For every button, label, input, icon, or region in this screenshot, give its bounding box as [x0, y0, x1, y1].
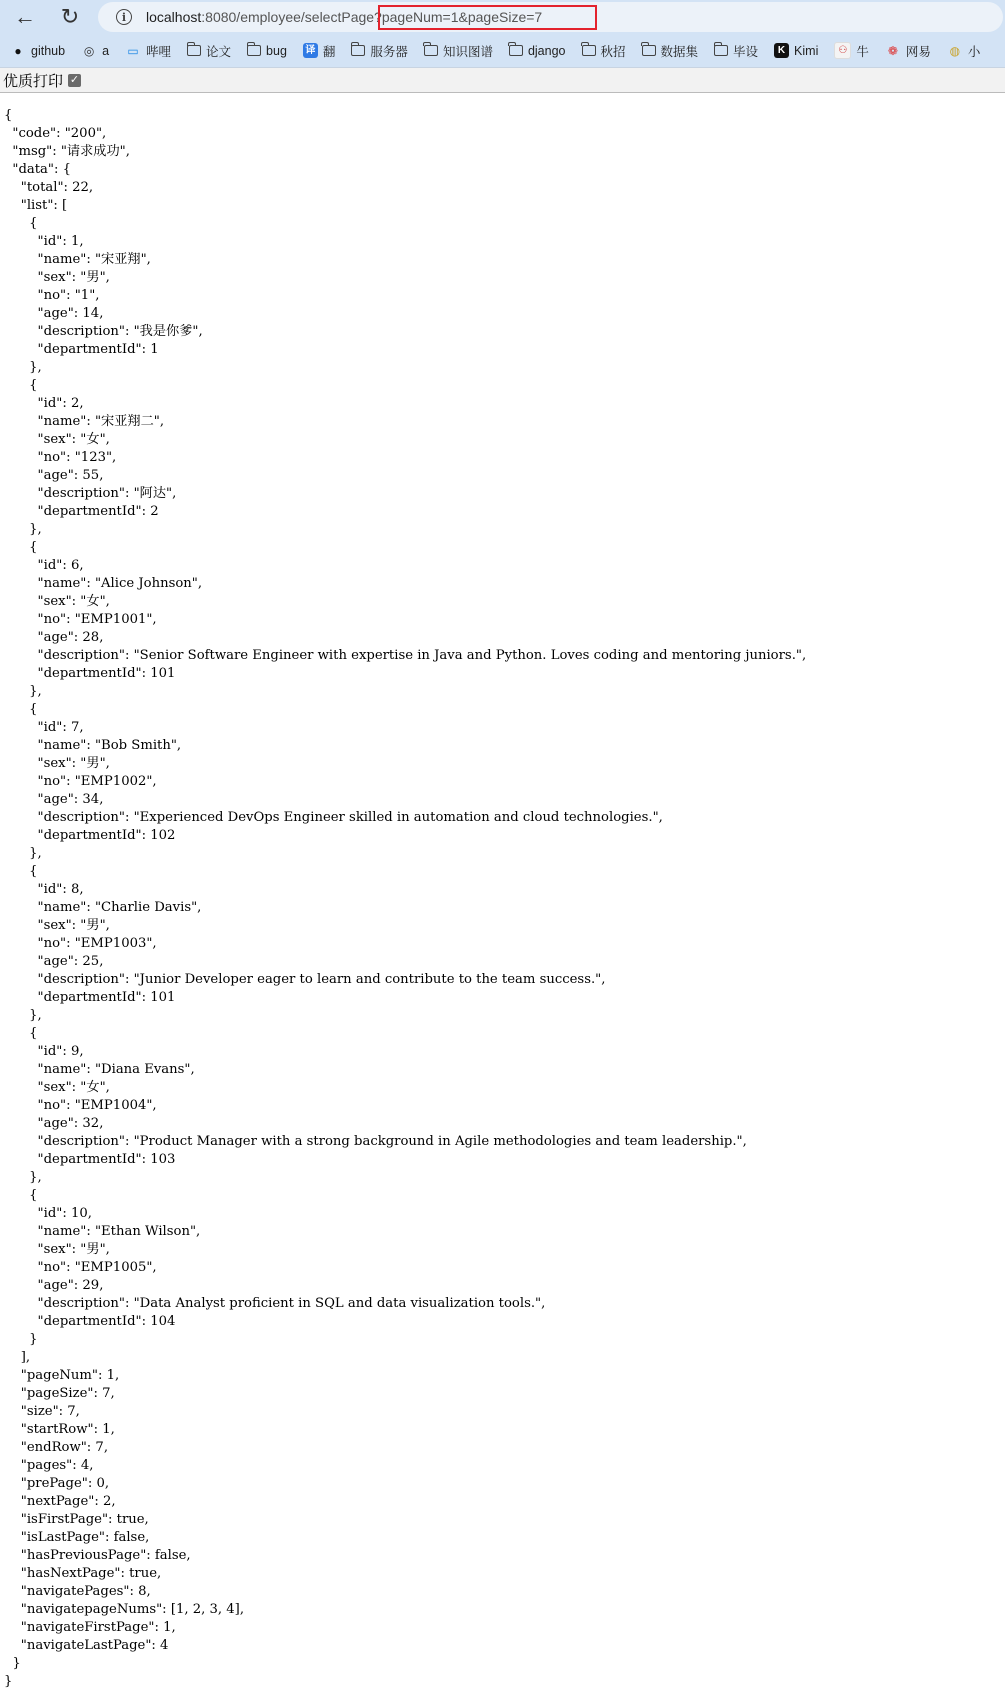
folder-icon	[582, 45, 596, 56]
bookmark-label: 毕设	[733, 44, 759, 59]
folder-icon	[351, 45, 365, 56]
address-bar[interactable]	[98, 2, 1003, 32]
github-icon: ●	[14, 43, 22, 58]
json-line: {	[4, 1188, 38, 1203]
json-line: "age": 34,	[4, 792, 104, 807]
json-line: "sex": "女",	[4, 594, 110, 609]
folder-icon	[509, 45, 523, 56]
json-line: "id": 8,	[4, 882, 84, 897]
json-line: "name": "Ethan Wilson",	[4, 1224, 201, 1239]
json-line: {	[4, 540, 38, 555]
bookmark-label: Kimi	[794, 43, 819, 58]
json-line: "departmentId": 1	[4, 342, 159, 357]
json-line: "id": 1,	[4, 234, 84, 249]
json-line: "sex": "男",	[4, 270, 110, 285]
kimi-icon: K	[774, 43, 789, 58]
bookmark-label: 小	[967, 44, 981, 59]
bookmark-label: 数据集	[660, 44, 699, 59]
folder-icon	[187, 45, 201, 56]
json-line: "description": "Junior Developer eager to learn and contribute to the team success.",	[4, 972, 606, 987]
json-line: },	[4, 846, 42, 861]
json-line: "age": 28,	[4, 630, 104, 645]
json-line: "navigateFirstPage": 1,	[4, 1620, 176, 1635]
json-line: "endRow": 7,	[4, 1440, 109, 1455]
globe-icon: ◎	[83, 43, 95, 58]
json-line: {	[4, 108, 13, 123]
site-info-icon[interactable]: i	[116, 9, 132, 25]
json-line: "departmentId": 102	[4, 828, 176, 843]
bookmark-item[interactable]	[10, 44, 65, 58]
json-line: ],	[4, 1350, 31, 1365]
json-line: },	[4, 1170, 42, 1185]
json-line: "data": {	[4, 162, 72, 177]
json-line: },	[4, 1008, 42, 1023]
json-line: {	[4, 702, 38, 717]
json-line: "no": "EMP1002",	[4, 774, 157, 789]
pretty-print-checkbox[interactable]: ✓	[69, 73, 80, 86]
json-line: "size": 7,	[4, 1404, 80, 1419]
bookmark-item[interactable]	[509, 44, 566, 58]
json-line: "prePage": 0,	[4, 1476, 110, 1491]
folder-icon	[424, 45, 438, 56]
bookmark-label: 哔哩	[146, 44, 172, 59]
bookmark-label: a	[102, 43, 110, 58]
json-line: "id": 6,	[4, 558, 84, 573]
json-line: "age": 29,	[4, 1278, 104, 1293]
json-line: "departmentId": 103	[4, 1152, 176, 1167]
json-line: "navigatepageNums": [1, 2, 3, 4],	[4, 1602, 245, 1617]
json-line: "age": 32,	[4, 1116, 104, 1131]
pretty-print-label: 优质打印	[3, 72, 64, 90]
json-line: "age": 14,	[4, 306, 104, 321]
translate-icon: 译	[303, 43, 318, 58]
json-line: "list": [	[4, 198, 68, 213]
netease-icon: ❁	[887, 43, 898, 58]
bookmark-item[interactable]	[714, 42, 758, 60]
json-line: "id": 2,	[4, 396, 84, 411]
json-line: "total": 22,	[4, 180, 94, 195]
json-line: "age": 55,	[4, 468, 104, 483]
json-line: "name": "Charlie Davis",	[4, 900, 202, 915]
json-line: "startRow": 1,	[4, 1422, 115, 1437]
json-line: "name": "宋亚翔",	[4, 252, 151, 267]
json-line: "id": 10,	[4, 1206, 92, 1221]
url-query: pageNum=1&pageSize=7	[381, 9, 543, 25]
json-line: }	[4, 1674, 13, 1689]
json-line: "no": "EMP1004",	[4, 1098, 157, 1113]
bookmark-label: 翻	[322, 44, 336, 59]
json-line: "name": "Alice Johnson",	[4, 576, 203, 591]
bookmark-item[interactable]	[247, 44, 287, 58]
json-line: "hasPreviousPage": false,	[4, 1548, 191, 1563]
json-line: },	[4, 684, 42, 699]
bookmark-item[interactable]	[947, 42, 981, 60]
json-line: }	[4, 1656, 21, 1671]
bookmark-item[interactable]	[642, 42, 699, 60]
json-line: "description": "阿达",	[4, 486, 177, 501]
json-line: "navigatePages": 8,	[4, 1584, 151, 1599]
json-line: "sex": "男",	[4, 1242, 110, 1257]
bookmark-item[interactable]	[187, 42, 231, 60]
json-line: "name": "Diana Evans",	[4, 1062, 195, 1077]
bookmark-item[interactable]	[834, 42, 869, 60]
json-line: "sex": "女",	[4, 1080, 110, 1095]
json-line: "pageNum": 1,	[4, 1368, 120, 1383]
json-line: "no": "EMP1003",	[4, 936, 157, 951]
json-line: "name": "宋亚翔二",	[4, 414, 165, 429]
json-line: "no": "EMP1005",	[4, 1260, 157, 1275]
json-line: {	[4, 1026, 38, 1041]
bookmark-label: 牛	[856, 44, 869, 59]
json-line: "description": "Data Analyst proficient in SQL and data visualization tools.",	[4, 1296, 546, 1311]
url-text[interactable]	[146, 9, 542, 25]
bookmark-item[interactable]	[582, 42, 626, 60]
bookmark-item[interactable]	[774, 43, 818, 58]
json-line: "sex": "女",	[4, 432, 110, 447]
bookmark-label: 秋招	[600, 44, 626, 59]
url-path: :8080/employee/selectPage?	[201, 9, 382, 25]
json-line: "code": "200",	[4, 126, 107, 141]
json-line: "no": "123",	[4, 450, 117, 465]
browser-toolbar	[0, 0, 1005, 34]
json-line: "nextPage": 2,	[4, 1494, 116, 1509]
json-viewer-bar	[0, 68, 1005, 93]
bookmark-item[interactable]	[351, 42, 408, 60]
bookmark-label: 论文	[206, 44, 232, 59]
json-line: "description": "我是你爹",	[4, 324, 203, 339]
json-line: },	[4, 360, 42, 375]
json-line: },	[4, 522, 42, 537]
bookmark-item[interactable]	[81, 44, 109, 58]
folder-icon	[642, 45, 656, 56]
json-line: "description": "Product Manager with a strong background in Agile methodologies and team leadership.",	[4, 1134, 747, 1149]
bookmark-label: 服务器	[370, 44, 408, 59]
bookmark-label: django	[527, 43, 566, 58]
json-line: "isLastPage": false,	[4, 1530, 150, 1545]
folder-icon	[247, 45, 261, 56]
json-line: "departmentId": 2	[4, 504, 159, 519]
url-host: localhost	[146, 9, 202, 25]
json-line: "msg": "请求成功",	[4, 144, 130, 159]
json-line: "id": 7,	[4, 720, 84, 735]
bookmark-label: bug	[266, 43, 287, 58]
json-line: "id": 9,	[4, 1044, 84, 1059]
xiao-icon: ◍	[949, 43, 961, 58]
folder-icon	[714, 45, 728, 56]
bookmark-label: github	[31, 43, 66, 58]
json-line: "departmentId": 104	[4, 1314, 176, 1329]
json-line: "pageSize": 7,	[4, 1386, 115, 1401]
json-line: "sex": "男",	[4, 918, 110, 933]
json-line: "name": "Bob Smith",	[4, 738, 182, 753]
bookmarks-bar	[0, 34, 1005, 68]
json-line: "navigateLastPage": 4	[4, 1638, 169, 1653]
bookmark-item[interactable]	[303, 42, 336, 60]
bookmark-item[interactable]	[885, 42, 931, 60]
json-line: }	[4, 1332, 38, 1347]
back-arrow-icon[interactable]: ←	[14, 4, 36, 29]
niuke-icon: ⚇	[834, 42, 851, 59]
json-line: "age": 25,	[4, 954, 104, 969]
bookmark-item[interactable]	[424, 42, 493, 60]
json-line: {	[4, 864, 38, 879]
reload-icon[interactable]: ↻	[60, 4, 80, 29]
json-line: {	[4, 378, 38, 393]
bilibili-icon: ▭	[127, 43, 139, 58]
json-line: "no": "1",	[4, 288, 100, 303]
bookmark-label: 网易	[905, 44, 931, 59]
json-line: "departmentId": 101	[4, 990, 176, 1005]
json-line: "description": "Senior Software Engineer with expertise in Java and Python. Loves coding and mentoring juniors.",	[4, 648, 807, 663]
json-line: "sex": "男",	[4, 756, 110, 771]
json-line: "departmentId": 101	[4, 666, 176, 681]
bookmark-item[interactable]	[125, 42, 171, 60]
json-line: "no": "EMP1001",	[4, 612, 157, 627]
json-line: "description": "Experienced DevOps Engineer skilled in automation and cloud technologies.",	[4, 810, 663, 825]
json-response-body	[0, 93, 1005, 1691]
json-line: "hasNextPage": true,	[4, 1566, 162, 1581]
bookmark-label: 知识图谱	[442, 44, 493, 59]
json-line: {	[4, 216, 38, 231]
json-line: "pages": 4,	[4, 1458, 94, 1473]
json-line: "isFirstPage": true,	[4, 1512, 149, 1527]
